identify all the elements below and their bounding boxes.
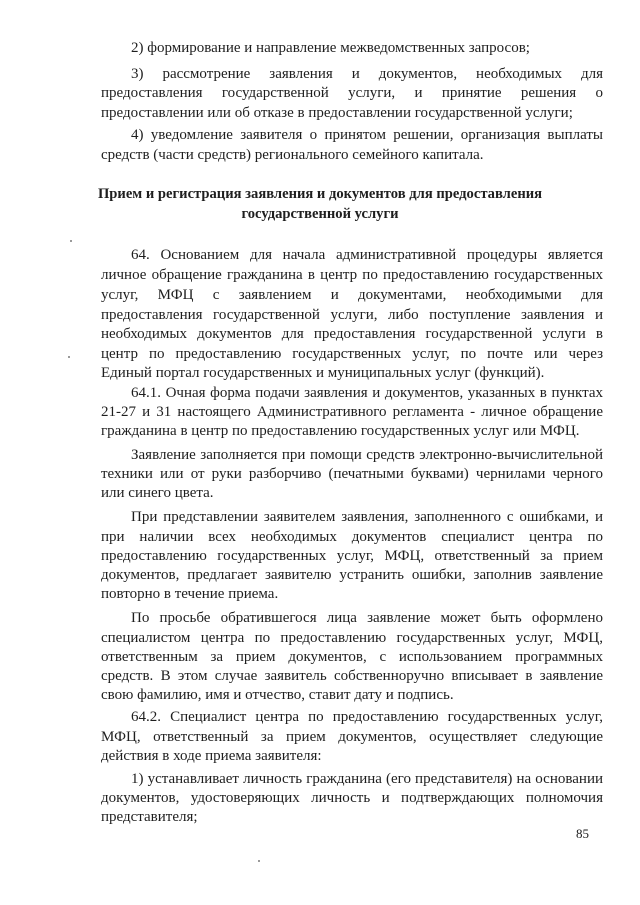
text-line: документов, предлагает заявителю устранить ошибки, заполнив заявление — [101, 567, 603, 583]
text-line: Единый портал государственных и муниципальных услуг (функций). — [101, 365, 545, 381]
text-line: специалистом центра по предоставлению государственных услуг, МФЦ, — [101, 630, 603, 646]
text-line: гражданина в центр по предоставлению государственных услуг или МФЦ. — [101, 423, 580, 439]
text-line: техники или от руки разборчиво (печатными буквами) чернилами черного — [101, 466, 603, 482]
text-line: предоставления государственной услуги, и принятие решения о — [101, 85, 603, 101]
page-number: 85 — [576, 826, 589, 841]
scan-speck — [258, 860, 260, 862]
text-line: 64.1. Очная форма подачи заявления и документов, указанных в пунктах — [131, 385, 603, 401]
text-line: 64. Основанием для начала административной процедуры является — [131, 247, 603, 263]
text-line: 4) уведомление заявителя о принятом решении, организация выплаты — [131, 127, 603, 143]
text-line: ответственным за прием документов, с использованием программных — [101, 649, 603, 665]
text-line: Заявление заполняется при помощи средств электронно-вычислительной — [131, 447, 603, 463]
text-line: или синего цвета. — [101, 485, 214, 501]
text-line: действия в ходе приема заявителя: — [101, 748, 322, 764]
text-line: 3) рассмотрение заявления и документов, необходимых для — [131, 66, 603, 82]
text-line: 1) устанавливает личность гражданина (его представителя) на основании — [131, 771, 603, 787]
text-line: При представлении заявителем заявления, заполненного с ошибками, и — [131, 509, 603, 525]
text-line: свою фамилию, имя и отчество, ставит дату и подпись. — [101, 687, 454, 703]
text-line: предоставлении или об отказе в предоставлении государственной услуги; — [101, 105, 573, 121]
section-heading: государственной услуги — [241, 206, 399, 222]
text-line: документов, удостоверяющих личность и подтверждающих полномочия — [101, 790, 603, 806]
text-line: предоставления государственной услуги, либо поступление заявления и — [101, 307, 603, 323]
text-line: 2) формирование и направление межведомственных запросов; — [131, 40, 530, 56]
text-line: при наличии всех необходимых документов специалист центра по — [101, 529, 603, 545]
text-line: По просьбе обратившегося лица заявление может быть оформлено — [131, 610, 603, 626]
text-line: личное обращение гражданина в центр по предоставлению государственных — [101, 267, 603, 283]
text-line: повторно в течение приема. — [101, 586, 279, 602]
text-line: средств. В этом случае заявитель собственноручно вписывает в заявление — [101, 668, 603, 684]
scan-speck — [68, 356, 70, 358]
text-line: 64.2. Специалист центра по предоставлению государственных услуг, — [131, 709, 603, 725]
text-line: центр по предоставлению государственных услуг, по почте или через — [101, 346, 603, 362]
text-line: представителя; — [101, 809, 198, 825]
text-line: необходимых документов для предоставления государственной услуги в — [101, 326, 603, 342]
text-line: МФЦ, ответственный за прием документов, осуществляет следующие — [101, 729, 603, 745]
text-line: средств (части средств) регионального семейного капитала. — [101, 147, 484, 163]
text-line: предоставлению государственных услуг, МФЦ, ответственный за прием — [101, 548, 603, 564]
text-line: услуг, МФЦ с заявлением и документами, необходимыми для — [101, 287, 603, 303]
scan-speck — [70, 240, 72, 242]
text-line: 21-27 и 31 настоящего Административного регламента - личное обращение — [101, 404, 603, 420]
section-heading: Прием и регистрация заявления и документов для предоставления — [97, 186, 543, 202]
